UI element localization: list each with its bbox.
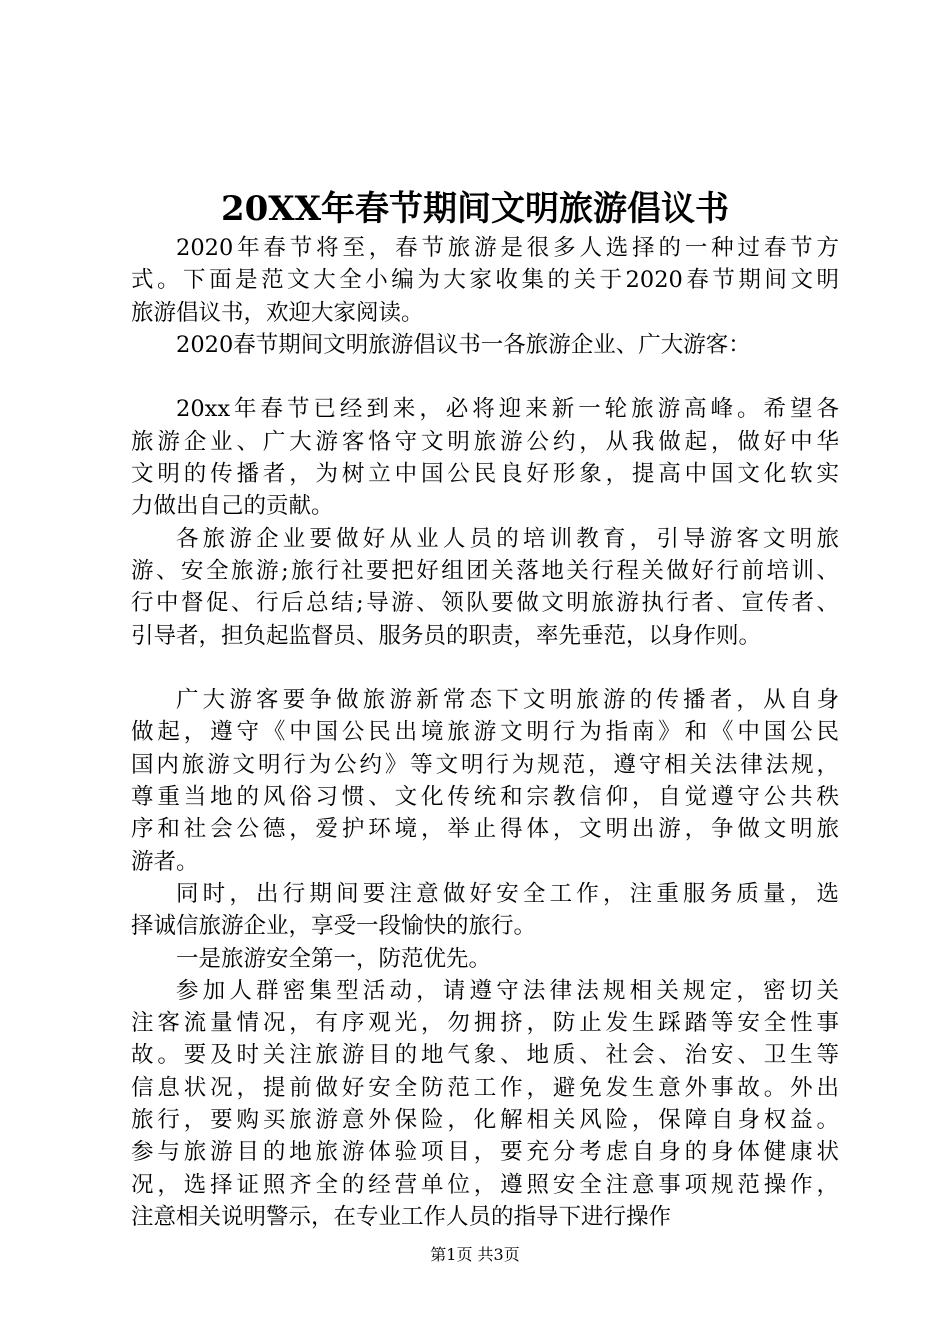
text-line: 参与旅游目的地旅游体验项目，要充分考虑自身的身体健康状: [131, 1139, 839, 1166]
text-line: 做起，遵守《中国公民出境旅游文明行为指南》和《中国公民: [131, 719, 839, 746]
paragraph-safety-details: [131, 975, 839, 1233]
text-line: 各旅游企业要做好从业人员的培训教育，引导游客文明旅: [176, 525, 839, 552]
text-line: 20xx年春节已经到来，必将迎来新一轮旅游高峰。希望各: [176, 396, 839, 423]
text-line: 旅游倡议书，欢迎大家阅读。: [131, 299, 424, 326]
text-line: 游、安全旅游;旅行社要把好组团关落地关行程关做好行前培训、: [131, 557, 839, 584]
text-line: 参加人群密集型活动，请遵守法律法规相关规定，密切关: [176, 977, 839, 1004]
paragraph-point-one: [131, 943, 839, 975]
text-line: 同时，出行期间要注意做好安全工作，注重服务质量，选: [176, 880, 839, 907]
text-line: 游者。: [131, 848, 199, 875]
document-body: [131, 232, 839, 1233]
blank-line: [131, 361, 839, 393]
text-line: 故。要及时关注旅游目的地气象、地质、社会、治安、卫生等: [131, 1042, 839, 1069]
page-number-footer: 第1页 共3页: [430, 1245, 520, 1264]
text-line: 2020春节期间文明旅游倡议书一各旅游企业、广大游客：: [176, 331, 751, 358]
paragraph-tourists: [131, 684, 839, 878]
text-line: 国内旅游文明行为公约》等文明行为规范，遵守相关法律法规，: [131, 751, 839, 778]
text-line: 力做出自己的贡献。: [131, 493, 334, 520]
text-line: 行中督促、行后总结;导游、领队要做文明旅游执行者、宣传者、: [131, 590, 839, 617]
blank-line: [131, 652, 839, 684]
text-line: 广大游客要争做旅游新常态下文明旅游的传播者，从自身: [176, 687, 839, 714]
text-line: 择诚信旅游企业，享受一段愉快的旅行。: [131, 913, 537, 940]
paragraph-intro: [131, 232, 839, 329]
text-line: 况，选择证照齐全的经营单位，遵照安全注意事项规范操作，: [131, 1171, 839, 1198]
text-line: 注意相关说明警示，在专业工作人员的指导下进行操作: [131, 1203, 672, 1230]
document-title: 20XX年春节期间文明旅游倡议书: [220, 189, 730, 229]
text-line: 式。下面是范文大全小编为大家收集的关于2020春节期间文明: [131, 267, 839, 294]
text-line: 尊重当地的风俗习惯、文化传统和宗教信仰，自觉遵守公共秩: [131, 784, 839, 811]
text-line: 文明的传播者，为树立中国公民良好形象，提高中国文化软实: [131, 461, 839, 488]
text-line: 旅游企业、广大游客恪守文明旅游公约，从我做起，做好中华: [131, 428, 839, 455]
text-line: 注客流量情况，有序观光，勿拥挤，防止发生踩踏等安全性事: [131, 1010, 839, 1037]
text-line: 一是旅游安全第一，防范优先。: [176, 945, 492, 972]
text-line: 旅行，要购买旅游意外保险，化解相关风险，保障自身权益。: [131, 1107, 839, 1134]
paragraph-salutation: [131, 329, 839, 361]
paragraph-enterprises: [131, 523, 839, 652]
text-line: 引导者，担负起监督员、服务员的职责，率先垂范，以身作则。: [131, 622, 762, 649]
paragraph-safety-intro: [131, 878, 839, 943]
text-line: 序和社会公德，爱护环境，举止得体，文明出游，争做文明旅: [131, 816, 839, 843]
text-line: 2020年春节将至，春节旅游是很多人选择的一种过春节方: [176, 235, 839, 261]
text-line: 信息状况，提前做好安全防范工作，避免发生意外事故。外出: [131, 1074, 839, 1101]
paragraph-new-year: [131, 393, 839, 522]
